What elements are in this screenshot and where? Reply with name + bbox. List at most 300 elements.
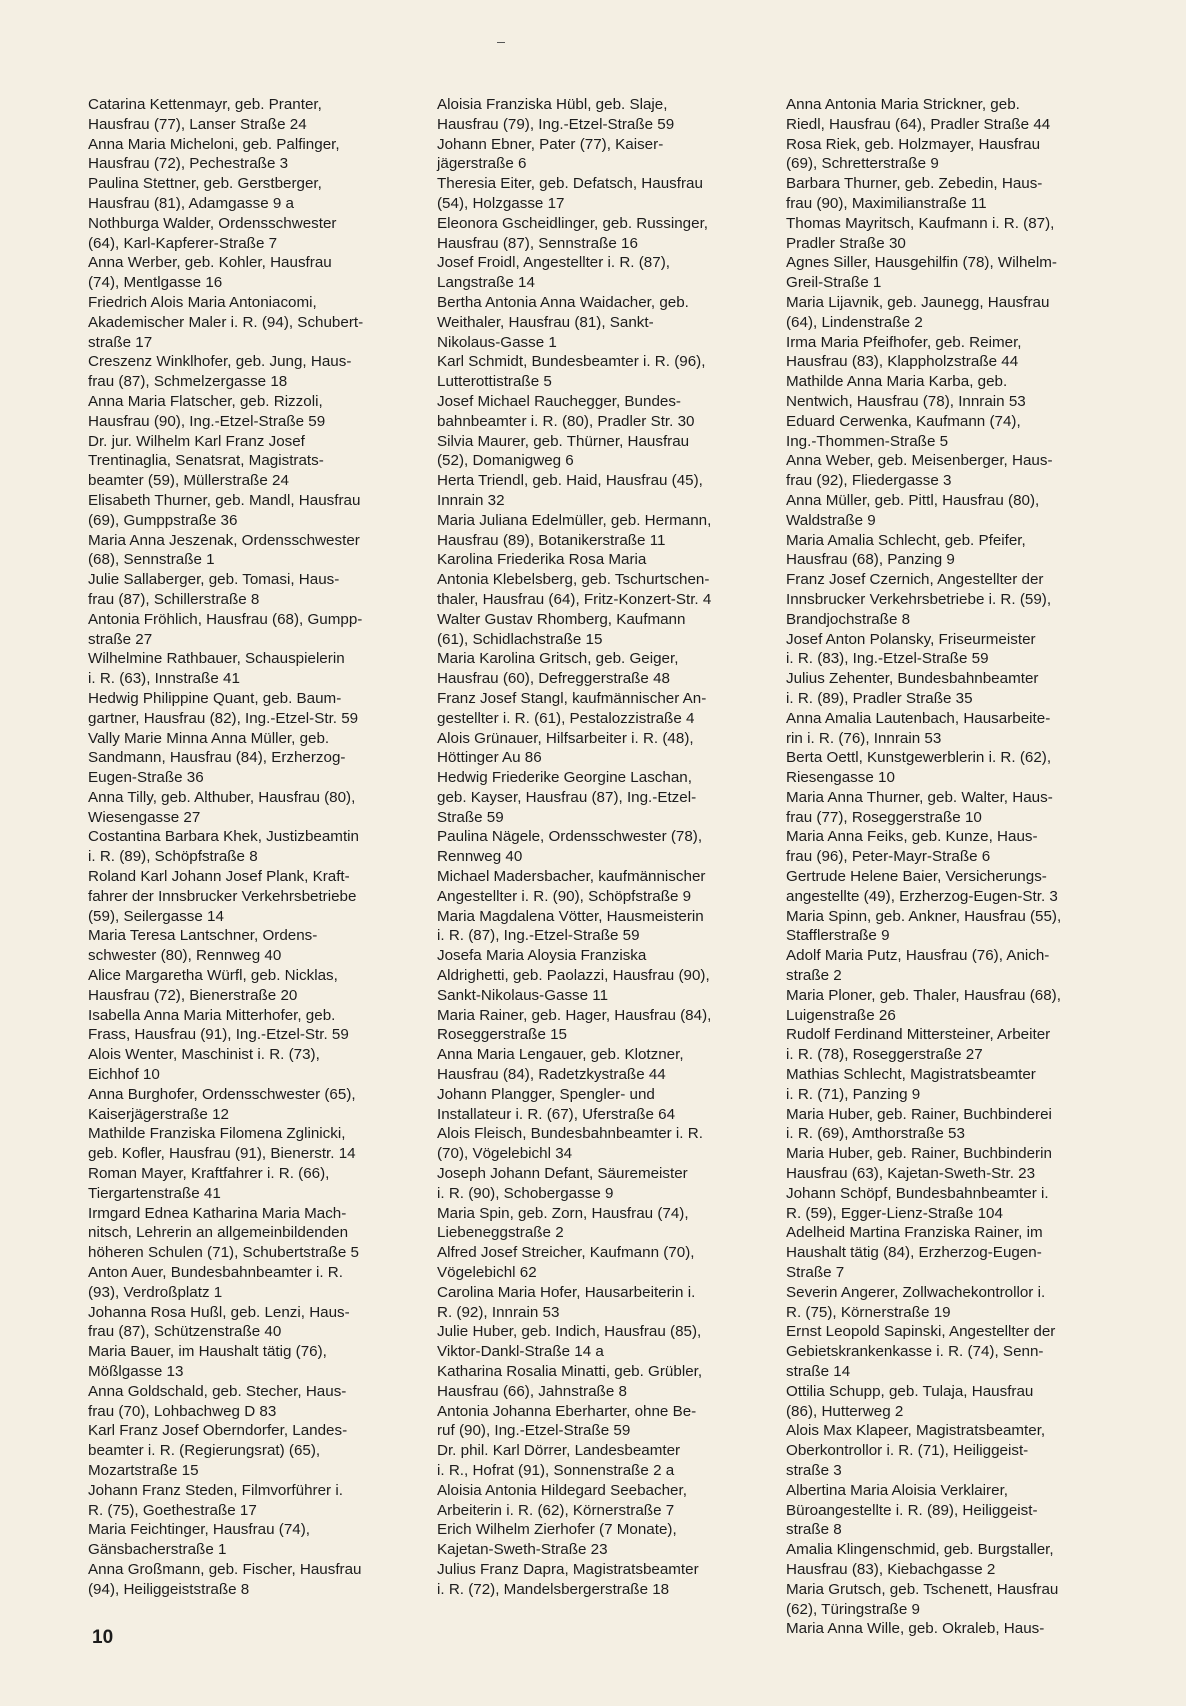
entry-line: Hausfrau (66), Jahnstraße 8 <box>437 1382 627 1400</box>
death-notice-entry <box>437 1204 772 1244</box>
entry-line: Gänsbacherstraße 1 <box>88 1541 227 1559</box>
entry-line: i. R. (89), Pradler Straße 35 <box>786 689 973 707</box>
death-notice-entry <box>786 630 1121 670</box>
death-notice-entry <box>437 95 772 135</box>
entry-line: rin i. R. (76), Innrain 53 <box>786 729 942 747</box>
entry-line: Anna Maria Lengauer, geb. Klotzner, <box>437 1046 684 1064</box>
entry-line: Maria Spinn, geb. Ankner, Hausfrau (55), <box>786 907 1062 925</box>
death-notice-entry <box>88 788 423 828</box>
death-notice-entry <box>88 1085 423 1125</box>
entry-line: Antonia Klebelsberg, geb. Tschurtschen- <box>437 571 710 589</box>
entry-line: Gebietskrankenkasse i. R. (74), Senn- <box>786 1343 1044 1361</box>
entry-line: Alice Margaretha Würfl, geb. Nicklas, <box>88 967 338 985</box>
death-notice-entry <box>786 1421 1121 1480</box>
entry-line: Rudolf Ferdinand Mittersteiner, Arbeiter <box>786 1026 1051 1044</box>
entry-line: (74), Mentlgasse 16 <box>88 274 223 292</box>
entry-line: Maria Ploner, geb. Thaler, Hausfrau (68), <box>786 986 1061 1004</box>
entry-line: straße 8 <box>786 1521 842 1539</box>
entry-line: Mathias Schlecht, Magistratsbeamter <box>786 1066 1036 1084</box>
death-notice-entry <box>786 1223 1121 1282</box>
entry-line: Catarina Kettenmayr, geb. Pranter, <box>88 96 322 113</box>
entry-line: Michael Madersbacher, kaufmännischer <box>437 868 706 886</box>
death-notice-entry <box>786 1382 1121 1422</box>
death-notice-entry <box>88 432 423 491</box>
death-notice-entry <box>437 432 772 472</box>
death-notice-entry <box>786 293 1121 333</box>
entry-line: R. (75), Goethestraße 17 <box>88 1501 257 1519</box>
entry-line: Anna Müller, geb. Pittl, Hausfrau (80), <box>786 491 1040 509</box>
death-notice-entry <box>786 491 1121 531</box>
entry-line: Costantina Barbara Khek, Justizbeamtin <box>88 828 359 846</box>
entry-line: Katharina Rosalia Minatti, geb. Grübler, <box>437 1363 703 1380</box>
death-notice-entry <box>437 1164 772 1204</box>
entry-line: bahnbeamter i. R. (80), Pradler Str. 30 <box>437 412 695 430</box>
death-notice-entry <box>437 1124 772 1164</box>
entry-line: Irma Maria Pfeifhofer, geb. Reimer, <box>786 333 1022 351</box>
death-notice-entry <box>437 1085 772 1125</box>
death-notice-entry <box>786 1105 1121 1145</box>
entry-line: Alois Wenter, Maschinist i. R. (73), <box>88 1046 320 1064</box>
entry-line: Oberkontrollor i. R. (71), Heiliggeist- <box>786 1442 1029 1460</box>
entry-line: Maria Juliana Edelmüller, geb. Hermann, <box>437 511 712 529</box>
entry-line: Maria Grutsch, geb. Tschenett, Hausfrau <box>786 1580 1059 1598</box>
entry-line: Theresia Eiter, geb. Defatsch, Hausfrau <box>437 175 703 193</box>
death-notice-entry <box>88 1006 423 1046</box>
death-notice-entry <box>786 669 1121 709</box>
death-notice-entry <box>786 788 1121 828</box>
entry-line: Hausfrau (87), Sennstraße 16 <box>437 234 638 252</box>
entry-line: Mathilde Franziska Filomena Zglinicki, <box>88 1125 346 1143</box>
entry-line: Viktor-Dankl-Straße 14 a <box>437 1343 604 1361</box>
entry-line: frau (77), Roseggerstraße 10 <box>786 808 982 826</box>
entry-line: Stafflerstraße 9 <box>786 927 890 945</box>
entry-line: Josef Froidl, Angestellter i. R. (87), <box>437 254 670 272</box>
entry-line: frau (96), Peter-Mayr-Straße 6 <box>786 848 991 866</box>
entry-line: Josef Anton Polansky, Friseurmeister <box>786 630 1036 648</box>
death-notice-entry <box>88 135 423 175</box>
entry-line: Hausfrau (81), Adamgasse 9 a <box>88 194 294 212</box>
entry-line: Aldrighetti, geb. Paolazzi, Hausfrau (90), <box>437 967 710 985</box>
entry-line: Julie Huber, geb. Indich, Hausfrau (85), <box>437 1323 702 1341</box>
entry-line: Alfred Josef Streicher, Kaufmann (70), <box>437 1244 695 1262</box>
entry-line: Maria Anna Wille, geb. Okraleb, Haus- <box>786 1620 1045 1638</box>
death-notice-entry <box>88 1204 423 1263</box>
entry-line: Maria Anna Jeszenak, Ordensschwester <box>88 531 360 549</box>
death-notice-entry <box>786 412 1121 452</box>
entry-line: i. R., Hofrat (91), Sonnenstraße 2 a <box>437 1461 675 1479</box>
death-notice-entry <box>437 689 772 729</box>
entry-line: Creszenz Winklhofer, geb. Jung, Haus- <box>88 353 352 371</box>
entry-line: straße 27 <box>88 630 153 648</box>
entry-line: Elisabeth Thurner, geb. Mandl, Hausfrau <box>88 491 361 509</box>
entry-line: Ing.-Thommen-Straße 5 <box>786 432 949 450</box>
entry-line: Hedwig Philippine Quant, geb. Baum- <box>88 689 342 707</box>
death-notice-entry <box>88 174 423 214</box>
death-notice-entry <box>437 135 772 175</box>
death-notice-entry <box>786 1283 1121 1323</box>
entry-line: Anna Antonia Maria Strickner, geb. <box>786 96 1020 113</box>
column-2 <box>437 95 772 1600</box>
entry-line: ruf (90), Ing.-Etzel-Straße 59 <box>437 1422 631 1440</box>
entry-line: (93), Verdroßplatz 1 <box>88 1283 223 1301</box>
entry-line: Silvia Maurer, geb. Thürner, Hausfrau <box>437 432 690 450</box>
entry-line: Liebeneggstraße 2 <box>437 1224 564 1242</box>
entry-line: frau (87), Schmelzergasse 18 <box>88 373 288 391</box>
entry-line: Mößlgasse 13 <box>88 1363 184 1380</box>
death-notice-entry <box>88 392 423 432</box>
entry-line: (62), Türingstraße 9 <box>786 1600 920 1618</box>
death-notice-entry <box>437 392 772 432</box>
entry-line: Franz Josef Czernich, Angestellter der <box>786 571 1044 589</box>
death-notice-entry <box>437 511 772 551</box>
entry-line: Erich Wilhelm Zierhofer (7 Monate), <box>437 1521 677 1539</box>
entry-line: Albertina Maria Aloisia Verklairer, <box>786 1481 1009 1499</box>
entry-line: Julius Franz Dapra, Magistratsbeamter <box>437 1560 699 1578</box>
entry-line: Johann Plangger, Spengler- und <box>437 1085 655 1103</box>
death-notice-entry <box>88 867 423 926</box>
entry-line: Joseph Johann Defant, Säuremeister <box>437 1165 688 1183</box>
entry-line: straße 2 <box>786 967 842 985</box>
death-notice-entry <box>437 907 772 947</box>
entry-line: Anna Burghofer, Ordensschwester (65), <box>88 1085 356 1103</box>
entry-line: Hausfrau (77), Lanser Straße 24 <box>88 115 307 133</box>
entry-line: Hausfrau (72), Bienerstraße 20 <box>88 986 298 1004</box>
entry-line: Barbara Thurner, geb. Zebedin, Haus- <box>786 175 1043 193</box>
entry-line: Kajetan-Sweth-Straße 23 <box>437 1541 608 1559</box>
entry-line: Installateur i. R. (67), Uferstraße 64 <box>437 1105 676 1123</box>
entry-line: Johann Franz Steden, Filmvorführer i. <box>88 1481 343 1499</box>
entry-line: angestellte (49), Erzherzog-Eugen-Str. 3 <box>786 887 1058 905</box>
entry-line: (64), Lindenstraße 2 <box>786 313 923 331</box>
entry-line: Johann Schöpf, Bundesbahnbeamter i. <box>786 1184 1049 1202</box>
entry-line: R. (75), Körnerstraße 19 <box>786 1303 951 1321</box>
entry-line: Riedl, Hausfrau (64), Pradler Straße 44 <box>786 115 1051 133</box>
entry-line: Straße 7 <box>786 1264 845 1282</box>
entry-line: Büroangestellte i. R. (89), Heiliggeist- <box>786 1501 1038 1519</box>
entry-line: Alois Grünauer, Hilfsarbeiter i. R. (48), <box>437 729 694 747</box>
entry-line: Paulina Stettner, geb. Gerstberger, <box>88 175 322 193</box>
death-notice-entry <box>437 610 772 650</box>
entry-line: Anna Goldschald, geb. Stecher, Haus- <box>88 1382 347 1400</box>
death-notice-entry <box>437 1441 772 1481</box>
entry-line: Hausfrau (84), Radetzkystraße 44 <box>437 1066 666 1084</box>
entry-line: Maria Amalia Schlecht, geb. Pfeifer, <box>786 531 1026 549</box>
death-notice-entry <box>437 253 772 293</box>
entry-line: Arbeiterin i. R. (62), Körnerstraße 7 <box>437 1501 675 1519</box>
entry-line: Luigenstraße 26 <box>786 1006 896 1024</box>
death-notice-entry <box>437 1243 772 1283</box>
entry-line: frau (87), Schützenstraße 40 <box>88 1323 282 1341</box>
entry-line: Anna Maria Flatscher, geb. Rizzoli, <box>88 392 323 410</box>
entry-line: Haushalt tätig (84), Erzherzog-Eugen- <box>786 1244 1042 1262</box>
death-notice-entry <box>437 649 772 689</box>
entry-line: (70), Vögelebichl 34 <box>437 1145 573 1163</box>
entry-line: i. R. (69), Amthorstraße 53 <box>786 1125 965 1143</box>
entry-line: Bertha Antonia Anna Waidacher, geb. <box>437 293 689 311</box>
entry-line: gartner, Hausfrau (82), Ing.-Etzel-Str. 59 <box>88 709 359 727</box>
entry-line: jägerstraße 6 <box>437 155 527 173</box>
entry-line: Wilhelmine Rathbauer, Schauspielerin <box>88 650 345 668</box>
death-notice-entry <box>88 1263 423 1303</box>
death-notice-entry <box>88 253 423 293</box>
entry-line: i. R. (87), Ing.-Etzel-Straße 59 <box>437 927 640 945</box>
entry-line: Anna Weber, geb. Meisenberger, Haus- <box>786 452 1053 470</box>
death-notice-entry <box>437 1283 772 1323</box>
entry-line: Eleonora Gscheidlinger, geb. Russinger, <box>437 214 709 232</box>
death-notice-entry <box>88 966 423 1006</box>
entry-line: Aloisia Franziska Hübl, geb. Slaje, <box>437 96 668 113</box>
entry-line: Josefa Maria Aloysia Franziska <box>437 947 647 965</box>
entry-line: (86), Hutterweg 2 <box>786 1402 904 1420</box>
entry-line: Gertrude Helene Baier, Versicherungs- <box>786 868 1047 886</box>
entry-line: Hausfrau (83), Klappholzstraße 44 <box>786 353 1019 371</box>
entry-line: Akademischer Maler i. R. (94), Schubert- <box>88 313 364 331</box>
death-notice-entry <box>786 174 1121 214</box>
entry-line: Eugen-Straße 36 <box>88 769 204 787</box>
death-notice-entry <box>786 253 1121 293</box>
death-notice-entry <box>437 946 772 1005</box>
death-notice-entry <box>437 174 772 214</box>
entry-line: Pradler Straße 30 <box>786 234 906 252</box>
entry-line: Anton Auer, Bundesbahnbeamter i. R. <box>88 1264 343 1282</box>
column-3 <box>786 95 1121 1639</box>
entry-line: Nikolaus-Gasse 1 <box>437 333 557 351</box>
death-notice-entry <box>437 293 772 352</box>
entry-line: beamter i. R. (Regierungsrat) (65), <box>88 1442 321 1460</box>
death-notice-entry <box>88 649 423 689</box>
entry-line: Weithaler, Hausfrau (81), Sankt- <box>437 313 654 331</box>
death-notice-entry <box>786 1619 1121 1639</box>
entry-line: Carolina Maria Hofer, Hausarbeiterin i. <box>437 1283 696 1301</box>
entry-line: Waldstraße 9 <box>786 511 876 529</box>
entry-line: Irmgard Ednea Katharina Maria Mach- <box>88 1204 347 1222</box>
entry-line: nitsch, Lehrerin an allgemeinbildenden <box>88 1224 349 1242</box>
death-notice-entry <box>437 1362 772 1402</box>
entry-line: Hausfrau (83), Kiebachgasse 2 <box>786 1560 996 1578</box>
death-notice-entry <box>437 827 772 867</box>
entry-line: Thomas Mayritsch, Kaufmann i. R. (87), <box>786 214 1055 232</box>
entry-line: Roman Mayer, Kraftfahrer i. R. (66), <box>88 1165 330 1183</box>
entry-line: Riesengasse 10 <box>786 769 895 787</box>
entry-line: Maria Lijavnik, geb. Jaunegg, Hausfrau <box>786 293 1050 311</box>
entry-line: frau (87), Schillerstraße 8 <box>88 590 260 608</box>
death-notice-entry <box>88 827 423 867</box>
entry-line: Anna Tilly, geb. Althuber, Hausfrau (80), <box>88 788 356 806</box>
death-notice-entry <box>437 768 772 827</box>
death-notice-entry <box>786 1065 1121 1105</box>
entry-line: Antonia Johanna Eberharter, ohne Be- <box>437 1402 697 1420</box>
entry-line: Ottilia Schupp, geb. Tulaja, Hausfrau <box>786 1382 1034 1400</box>
entry-line: Franz Josef Stangl, kaufmännischer An- <box>437 689 707 707</box>
entry-line: Höttinger Au 86 <box>437 749 542 767</box>
entry-line: Hausfrau (63), Kajetan-Sweth-Str. 23 <box>786 1165 1036 1183</box>
entry-line: Walter Gustav Rhomberg, Kaufmann <box>437 610 686 628</box>
death-notice-entry <box>437 1006 772 1046</box>
death-notice-entry <box>437 1560 772 1600</box>
death-notice-entry <box>88 1382 423 1422</box>
entry-line: Innsbrucker Verkehrsbetriebe i. R. (59), <box>786 590 1052 608</box>
death-notice-entry <box>786 1144 1121 1184</box>
death-notice-entry <box>88 491 423 531</box>
death-notice-entry <box>88 1421 423 1480</box>
entry-line: Anna Amalia Lautenbach, Hausarbeite- <box>786 709 1051 727</box>
entry-line: Mathilde Anna Maria Karba, geb. <box>786 373 1008 391</box>
death-notice-entry <box>437 1322 772 1362</box>
entry-line: Trentinaglia, Senatsrat, Magistrats- <box>88 452 324 470</box>
entry-line: Roland Karl Johann Josef Plank, Kraft- <box>88 868 350 886</box>
column-1 <box>88 95 423 1600</box>
entry-line: Antonia Fröhlich, Hausfrau (68), Gumpp- <box>88 610 363 628</box>
death-notice-entry <box>786 1481 1121 1540</box>
entry-line: Angestellter i. R. (90), Schöpfstraße 9 <box>437 887 692 905</box>
entry-line: Johann Ebner, Pater (77), Kaiser- <box>437 135 664 153</box>
death-notice-entry <box>437 867 772 907</box>
entry-line: i. R. (89), Schöpfstraße 8 <box>88 848 258 866</box>
death-notice-entry <box>786 135 1121 175</box>
entry-line: Frass, Hausfrau (91), Ing.-Etzel-Str. 59 <box>88 1026 349 1044</box>
death-notice-entry <box>88 352 423 392</box>
entry-line: Johanna Rosa Hußl, geb. Lenzi, Haus- <box>88 1303 350 1321</box>
entry-line: i. R. (71), Panzing 9 <box>786 1085 921 1103</box>
entry-line: (54), Holzgasse 17 <box>437 194 565 212</box>
entry-line: Adelheid Martina Franziska Rainer, im <box>786 1224 1043 1242</box>
entry-line: Rosa Riek, geb. Holzmayer, Hausfrau <box>786 135 1041 153</box>
entry-line: Alois Max Klapeer, Magistratsbeamter, <box>786 1422 1046 1440</box>
entry-line: Hausfrau (90), Ing.-Etzel-Straße 59 <box>88 412 326 430</box>
death-notice-entry <box>786 907 1121 947</box>
death-notice-entry <box>88 1520 423 1560</box>
entry-line: Vögelebichl 62 <box>437 1264 537 1282</box>
entry-line: Maria Huber, geb. Rainer, Buchbinderei <box>786 1105 1052 1123</box>
entry-line: i. R. (78), Roseggerstraße 27 <box>786 1046 983 1064</box>
death-notice-entry <box>88 214 423 254</box>
entry-line: Lutterottistraße 5 <box>437 373 552 391</box>
entry-line: (69), Schretterstraße 9 <box>786 155 939 173</box>
entry-line: straße 3 <box>786 1461 842 1479</box>
entry-line: Maria Anna Feiks, geb. Kunze, Haus- <box>786 828 1038 846</box>
entry-line: Maria Huber, geb. Rainer, Buchbinderin <box>786 1145 1052 1163</box>
entry-line: Straße 59 <box>437 808 504 826</box>
entry-line: Eduard Cerwenka, Kaufmann (74), <box>786 412 1021 430</box>
entry-line: Adolf Maria Putz, Hausfrau (76), Anich- <box>786 947 1050 965</box>
death-notice-entry <box>437 729 772 769</box>
entry-line: (94), Heiliggeiststraße 8 <box>88 1580 250 1598</box>
entry-line: R. (59), Egger-Lienz-Straße 104 <box>786 1204 1003 1222</box>
death-notice-entry <box>786 333 1121 373</box>
entry-line: Julie Sallaberger, geb. Tomasi, Haus- <box>88 571 340 589</box>
death-notice-entry <box>437 550 772 609</box>
entry-line: frau (70), Lohbachweg D 83 <box>88 1402 277 1420</box>
entry-line: Maria Teresa Lantschner, Ordens- <box>88 927 318 945</box>
entry-line: Karl Franz Josef Oberndorfer, Landes- <box>88 1422 348 1440</box>
entry-line: Alois Fleisch, Bundesbahnbeamter i. R. <box>437 1125 703 1143</box>
death-notice-entry <box>786 372 1121 412</box>
death-notice-entry <box>437 214 772 254</box>
entry-line: Maria Rainer, geb. Hager, Hausfrau (84), <box>437 1006 712 1024</box>
entry-line: Tiergartenstraße 41 <box>88 1184 221 1202</box>
entry-line: Hausfrau (89), Botanikerstraße 11 <box>437 531 666 549</box>
entry-line: Mozartstraße 15 <box>88 1461 199 1479</box>
entry-line: Hausfrau (60), Defreggerstraße 48 <box>437 670 670 688</box>
death-notice-entry <box>786 709 1121 749</box>
entry-line: Maria Feichtinger, Hausfrau (74), <box>88 1521 310 1539</box>
death-notice-entry <box>88 610 423 650</box>
entry-line: Brandjochstraße 8 <box>786 610 911 628</box>
entry-line: (59), Seilergasse 14 <box>88 907 224 925</box>
entry-line: Roseggerstraße 15 <box>437 1026 568 1044</box>
entry-line: Langstraße 14 <box>437 274 535 292</box>
entry-line: thaler, Hausfrau (64), Fritz-Konzert-Str. 4 <box>437 590 712 608</box>
entry-line: Anna Werber, geb. Kohler, Hausfrau <box>88 254 332 272</box>
entry-line: Herta Triendl, geb. Haid, Hausfrau (45), <box>437 472 703 490</box>
death-notice-entry <box>88 531 423 571</box>
entry-line: Anna Großmann, geb. Fischer, Hausfrau <box>88 1560 362 1578</box>
death-notice-entry <box>88 1045 423 1085</box>
entry-line: Karl Schmidt, Bundesbeamter i. R. (96), <box>437 353 706 371</box>
entry-line: Nothburga Walder, Ordensschwester <box>88 214 337 232</box>
entry-line: Hausfrau (79), Ing.-Etzel-Straße 59 <box>437 115 675 133</box>
entry-line: i. R. (83), Ing.-Etzel-Straße 59 <box>786 650 989 668</box>
entry-line: Josef Michael Rauchegger, Bundes- <box>437 392 681 410</box>
entry-line: i. R. (90), Schobergasse 9 <box>437 1184 614 1202</box>
page-number: 10 <box>92 1627 114 1648</box>
entry-line: Agnes Siller, Hausgehilfin (78), Wilhelm- <box>786 254 1057 272</box>
death-notice-entry <box>88 95 423 135</box>
entry-line: Vally Marie Minna Anna Müller, geb. <box>88 729 330 747</box>
entry-line: R. (92), Innrain 53 <box>437 1303 560 1321</box>
death-notice-entry <box>437 1045 772 1085</box>
death-notice-entry <box>437 1481 772 1521</box>
death-notice-entry <box>786 1540 1121 1580</box>
entry-line: Maria Karolina Gritsch, geb. Geiger, <box>437 650 679 668</box>
death-notice-entry <box>88 1481 423 1521</box>
entry-line: höheren Schulen (71), Schubertstraße 5 <box>88 1244 360 1262</box>
death-notice-entry <box>786 1184 1121 1224</box>
death-notice-entry <box>786 946 1121 986</box>
entry-line: fahrer der Innsbrucker Verkehrsbetriebe <box>88 887 357 905</box>
entry-line: Maria Magdalena Vötter, Hausmeisterin <box>437 907 704 925</box>
entry-line: Hausfrau (68), Panzing 9 <box>786 551 955 569</box>
entry-line: Kaiserjägerstraße 12 <box>88 1105 229 1123</box>
entry-line: schwester (80), Rennweg 40 <box>88 947 282 965</box>
death-notice-entry <box>786 214 1121 254</box>
entry-line: straße 17 <box>88 333 153 351</box>
entry-line: i. R. (63), Innstraße 41 <box>88 670 240 688</box>
death-notice-entry <box>786 748 1121 788</box>
entry-line: Sandmann, Hausfrau (84), Erzherzog- <box>88 749 346 767</box>
entry-line: Berta Oettl, Kunstgewerblerin i. R. (62), <box>786 749 1052 767</box>
entry-line: beamter (59), Müllerstraße 24 <box>88 472 289 490</box>
death-notice-entry <box>88 570 423 610</box>
entry-line: Dr. jur. Wilhelm Karl Franz Josef <box>88 432 305 450</box>
death-notice-entry <box>88 293 423 352</box>
death-notice-entry <box>786 451 1121 491</box>
entry-line: Amalia Klingenschmid, geb. Burgstaller, <box>786 1541 1054 1559</box>
entry-line: geb. Kofler, Hausfrau (91), Bienerstr. 14 <box>88 1145 356 1163</box>
entry-line: Hausfrau (72), Pechestraße 3 <box>88 155 289 173</box>
death-notice-entry <box>88 689 423 729</box>
death-notice-entry <box>88 926 423 966</box>
entry-line: frau (90), Maximilianstraße 11 <box>786 194 987 212</box>
death-notice-entry <box>786 1580 1121 1620</box>
entry-line: Paulina Nägele, Ordensschwester (78), <box>437 828 703 846</box>
entry-line: Greil-Straße 1 <box>786 274 882 292</box>
death-notice-entry <box>88 1342 423 1382</box>
entry-line: Maria Anna Thurner, geb. Walter, Haus- <box>786 788 1053 806</box>
death-notice-entry <box>88 1303 423 1343</box>
entry-line: Sankt-Nikolaus-Gasse 11 <box>437 986 609 1004</box>
death-notice-entry <box>786 986 1121 1026</box>
